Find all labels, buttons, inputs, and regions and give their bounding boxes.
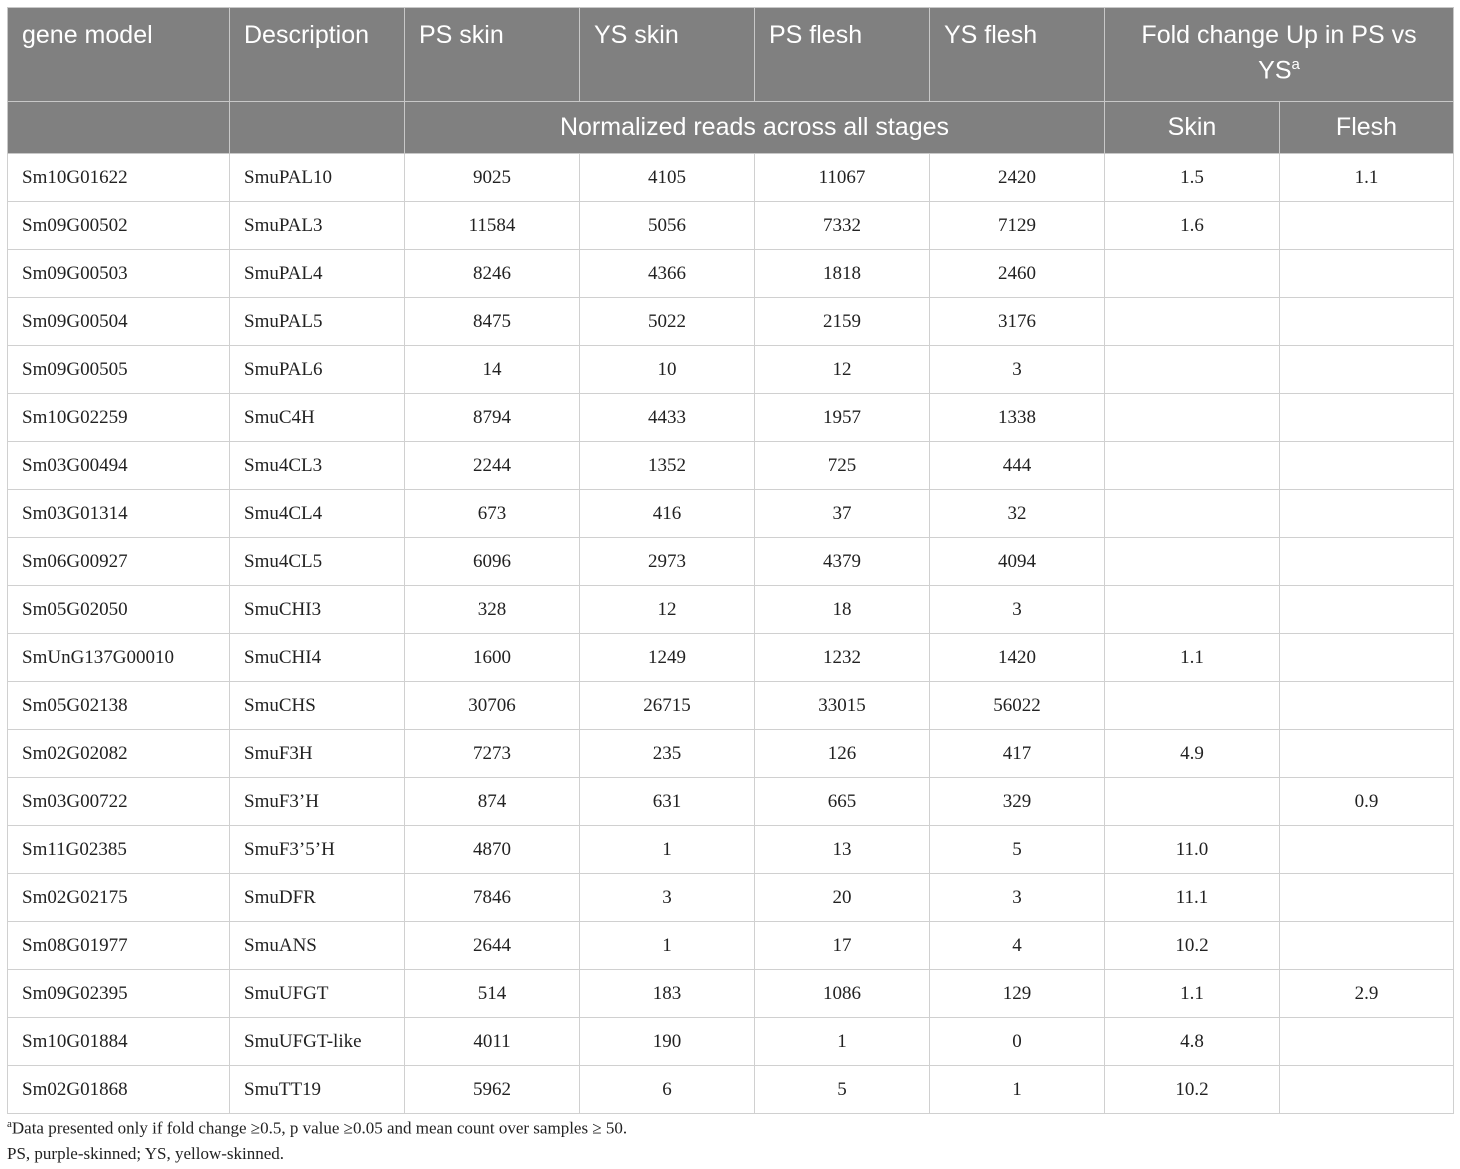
table-row xyxy=(8,490,1454,538)
cell-fc-flesh xyxy=(1280,538,1454,586)
cell-fc-flesh xyxy=(1280,730,1454,778)
table-row xyxy=(8,1066,1454,1114)
header-row-2 xyxy=(8,102,1454,154)
cell-ys-skin: 1249 xyxy=(580,634,755,682)
col-gene-model: gene model xyxy=(8,8,230,102)
cell-ys-flesh: 1420 xyxy=(930,634,1105,682)
cell-fc-flesh xyxy=(1280,586,1454,634)
cell-ps-flesh: 13 xyxy=(755,826,930,874)
cell-fc-skin: 11.1 xyxy=(1105,874,1280,922)
cell-gene-model: Sm03G01314 xyxy=(8,490,230,538)
cell-ps-flesh: 1232 xyxy=(755,634,930,682)
table-row xyxy=(8,202,1454,250)
col-description: Description xyxy=(230,8,405,102)
cell-ys-skin: 26715 xyxy=(580,682,755,730)
cell-ys-flesh: 3 xyxy=(930,874,1105,922)
cell-gene-model: Sm05G02138 xyxy=(8,682,230,730)
cell-ps-flesh: 5 xyxy=(755,1066,930,1114)
cell-ps-flesh: 1818 xyxy=(755,250,930,298)
cell-fc-flesh xyxy=(1280,1018,1454,1066)
normalized-reads-header: Normalized reads across all stages xyxy=(405,102,1105,154)
table-container xyxy=(7,7,1453,1114)
cell-ps-skin: 8246 xyxy=(405,250,580,298)
footnote-a-mark: a xyxy=(7,1118,12,1130)
cell-description: SmuTT19 xyxy=(230,1066,405,1114)
col-ys-skin: YS skin xyxy=(580,8,755,102)
cell-ys-flesh: 2460 xyxy=(930,250,1105,298)
cell-gene-model: Sm08G01977 xyxy=(8,922,230,970)
cell-description: Smu4CL4 xyxy=(230,490,405,538)
cell-gene-model: Sm10G01884 xyxy=(8,1018,230,1066)
table-header xyxy=(8,8,1454,154)
cell-ps-skin: 6096 xyxy=(405,538,580,586)
cell-gene-model: Sm09G00505 xyxy=(8,346,230,394)
cell-fc-skin: 1.5 xyxy=(1105,154,1280,202)
cell-fc-skin: 10.2 xyxy=(1105,922,1280,970)
cell-ys-skin: 190 xyxy=(580,1018,755,1066)
table-row xyxy=(8,154,1454,202)
cell-ys-flesh: 2420 xyxy=(930,154,1105,202)
cell-description: SmuC4H xyxy=(230,394,405,442)
cell-gene-model: Sm09G00504 xyxy=(8,298,230,346)
col-fc-flesh: Flesh xyxy=(1280,102,1454,154)
cell-ps-skin: 7846 xyxy=(405,874,580,922)
cell-ps-flesh: 20 xyxy=(755,874,930,922)
cell-gene-model: Sm02G01868 xyxy=(8,1066,230,1114)
cell-ps-flesh: 1 xyxy=(755,1018,930,1066)
cell-ys-skin: 4433 xyxy=(580,394,755,442)
cell-fc-skin: 11.0 xyxy=(1105,826,1280,874)
cell-fc-flesh xyxy=(1280,682,1454,730)
cell-fc-flesh xyxy=(1280,634,1454,682)
table-row xyxy=(8,442,1454,490)
cell-ps-flesh: 665 xyxy=(755,778,930,826)
table-row xyxy=(8,298,1454,346)
cell-ps-skin: 8794 xyxy=(405,394,580,442)
cell-ys-skin: 12 xyxy=(580,586,755,634)
cell-ps-skin: 673 xyxy=(405,490,580,538)
cell-ys-skin: 2973 xyxy=(580,538,755,586)
cell-fc-skin xyxy=(1105,250,1280,298)
cell-fc-flesh: 1.1 xyxy=(1280,154,1454,202)
cell-description: SmuPAL6 xyxy=(230,346,405,394)
cell-description: SmuUFGT-like xyxy=(230,1018,405,1066)
table-row xyxy=(8,730,1454,778)
table-row xyxy=(8,538,1454,586)
cell-fc-skin xyxy=(1105,778,1280,826)
cell-fc-skin xyxy=(1105,346,1280,394)
cell-description: SmuCHS xyxy=(230,682,405,730)
cell-description: SmuPAL4 xyxy=(230,250,405,298)
cell-gene-model: Sm10G02259 xyxy=(8,394,230,442)
cell-ys-skin: 631 xyxy=(580,778,755,826)
cell-ps-skin: 4011 xyxy=(405,1018,580,1066)
table-row xyxy=(8,394,1454,442)
cell-description: SmuF3’5’H xyxy=(230,826,405,874)
cell-ps-flesh: 12 xyxy=(755,346,930,394)
cell-description: Smu4CL5 xyxy=(230,538,405,586)
cell-ps-flesh: 17 xyxy=(755,922,930,970)
cell-fc-skin: 4.8 xyxy=(1105,1018,1280,1066)
cell-ys-flesh: 329 xyxy=(930,778,1105,826)
fold-change-label: Fold change Up in PS vs YS xyxy=(1141,21,1417,85)
cell-fc-skin: 1.1 xyxy=(1105,634,1280,682)
cell-fc-flesh xyxy=(1280,394,1454,442)
table-body xyxy=(8,154,1454,1114)
cell-gene-model: Sm09G00503 xyxy=(8,250,230,298)
cell-description: SmuDFR xyxy=(230,874,405,922)
cell-gene-model: Sm11G02385 xyxy=(8,826,230,874)
table-row xyxy=(8,778,1454,826)
cell-ys-skin: 1 xyxy=(580,826,755,874)
cell-fc-flesh xyxy=(1280,346,1454,394)
cell-fc-skin xyxy=(1105,298,1280,346)
cell-ys-skin: 4366 xyxy=(580,250,755,298)
cell-description: SmuUFGT xyxy=(230,970,405,1018)
cell-ys-flesh: 417 xyxy=(930,730,1105,778)
cell-ps-skin: 7273 xyxy=(405,730,580,778)
cell-ys-skin: 4105 xyxy=(580,154,755,202)
cell-ys-flesh: 7129 xyxy=(930,202,1105,250)
cell-description: SmuCHI3 xyxy=(230,586,405,634)
cell-description: SmuF3’H xyxy=(230,778,405,826)
cell-description: SmuF3H xyxy=(230,730,405,778)
cell-ps-flesh: 1086 xyxy=(755,970,930,1018)
cell-ps-flesh: 37 xyxy=(755,490,930,538)
cell-fc-skin xyxy=(1105,538,1280,586)
header-row-1 xyxy=(8,8,1454,102)
fold-change-footnote-mark: a xyxy=(1291,56,1300,73)
cell-fc-flesh xyxy=(1280,490,1454,538)
cell-fc-flesh xyxy=(1280,202,1454,250)
col-ps-skin: PS skin xyxy=(405,8,580,102)
cell-ps-skin: 30706 xyxy=(405,682,580,730)
cell-fc-skin: 1.6 xyxy=(1105,202,1280,250)
table-row xyxy=(8,682,1454,730)
cell-ys-flesh: 4 xyxy=(930,922,1105,970)
cell-description: SmuCHI4 xyxy=(230,634,405,682)
cell-ys-flesh: 5 xyxy=(930,826,1105,874)
cell-ps-skin: 1600 xyxy=(405,634,580,682)
cell-ps-skin: 5962 xyxy=(405,1066,580,1114)
cell-ys-skin: 5022 xyxy=(580,298,755,346)
cell-description: SmuPAL10 xyxy=(230,154,405,202)
table-row xyxy=(8,586,1454,634)
cell-ys-skin: 5056 xyxy=(580,202,755,250)
cell-gene-model: Sm09G02395 xyxy=(8,970,230,1018)
cell-ys-skin: 6 xyxy=(580,1066,755,1114)
cell-ys-skin: 3 xyxy=(580,874,755,922)
cell-ps-skin: 514 xyxy=(405,970,580,1018)
table-row xyxy=(8,826,1454,874)
cell-fc-skin xyxy=(1105,490,1280,538)
col-fold-change xyxy=(1105,8,1454,102)
table-row xyxy=(8,250,1454,298)
table-row xyxy=(8,346,1454,394)
cell-ys-skin: 416 xyxy=(580,490,755,538)
cell-ps-flesh: 725 xyxy=(755,442,930,490)
cell-ps-skin: 2244 xyxy=(405,442,580,490)
footnote-a-text: Data presented only if fold change ≥0.5, p value ≥0.05 and mean count over samples ≥ 50. xyxy=(11,1118,628,1138)
cell-gene-model: Sm10G01622 xyxy=(8,154,230,202)
table-row xyxy=(8,634,1454,682)
col-fc-skin: Skin xyxy=(1105,102,1280,154)
cell-ys-skin: 10 xyxy=(580,346,755,394)
blank-description-header xyxy=(230,102,405,154)
cell-fc-skin xyxy=(1105,394,1280,442)
footnote-a xyxy=(7,1112,627,1141)
cell-description: SmuANS xyxy=(230,922,405,970)
cell-ps-flesh: 18 xyxy=(755,586,930,634)
cell-ys-flesh: 0 xyxy=(930,1018,1105,1066)
cell-gene-model: Sm03G00722 xyxy=(8,778,230,826)
cell-ys-flesh: 1338 xyxy=(930,394,1105,442)
cell-fc-skin xyxy=(1105,682,1280,730)
cell-fc-skin xyxy=(1105,586,1280,634)
cell-ps-flesh: 4379 xyxy=(755,538,930,586)
cell-ys-flesh: 444 xyxy=(930,442,1105,490)
cell-fc-skin: 10.2 xyxy=(1105,1066,1280,1114)
cell-ps-skin: 874 xyxy=(405,778,580,826)
cell-ps-skin: 9025 xyxy=(405,154,580,202)
cell-ps-flesh: 1957 xyxy=(755,394,930,442)
cell-fc-skin: 1.1 xyxy=(1105,970,1280,1018)
cell-fc-flesh xyxy=(1280,922,1454,970)
cell-fc-skin: 4.9 xyxy=(1105,730,1280,778)
cell-gene-model: Sm06G00927 xyxy=(8,538,230,586)
footnote-abbreviations: PS, purple-skinned; YS, yellow-skinned. xyxy=(7,1143,285,1163)
cell-description: SmuPAL5 xyxy=(230,298,405,346)
cell-ys-flesh: 4094 xyxy=(930,538,1105,586)
cell-gene-model: Sm02G02175 xyxy=(8,874,230,922)
cell-ys-skin: 1352 xyxy=(580,442,755,490)
cell-ys-flesh: 129 xyxy=(930,970,1105,1018)
cell-fc-skin xyxy=(1105,442,1280,490)
cell-ps-skin: 328 xyxy=(405,586,580,634)
cell-ps-flesh: 11067 xyxy=(755,154,930,202)
cell-fc-flesh xyxy=(1280,298,1454,346)
cell-ys-flesh: 3 xyxy=(930,586,1105,634)
cell-description: Smu4CL3 xyxy=(230,442,405,490)
cell-fc-flesh xyxy=(1280,874,1454,922)
cell-ps-skin: 11584 xyxy=(405,202,580,250)
cell-ys-flesh: 3 xyxy=(930,346,1105,394)
cell-fc-flesh xyxy=(1280,442,1454,490)
table-row xyxy=(8,874,1454,922)
cell-ps-flesh: 33015 xyxy=(755,682,930,730)
table-row xyxy=(8,1018,1454,1066)
col-ys-flesh: YS flesh xyxy=(930,8,1105,102)
cell-ys-flesh: 1 xyxy=(930,1066,1105,1114)
cell-ps-skin: 2644 xyxy=(405,922,580,970)
cell-ps-skin: 8475 xyxy=(405,298,580,346)
footnotes xyxy=(7,1112,627,1166)
cell-fc-flesh: 2.9 xyxy=(1280,970,1454,1018)
cell-ys-skin: 183 xyxy=(580,970,755,1018)
cell-ys-skin: 1 xyxy=(580,922,755,970)
cell-ps-skin: 14 xyxy=(405,346,580,394)
cell-gene-model: Sm09G00502 xyxy=(8,202,230,250)
cell-ps-flesh: 7332 xyxy=(755,202,930,250)
cell-gene-model: Sm03G00494 xyxy=(8,442,230,490)
cell-ys-flesh: 32 xyxy=(930,490,1105,538)
cell-gene-model: SmUnG137G00010 xyxy=(8,634,230,682)
cell-ps-skin: 4870 xyxy=(405,826,580,874)
cell-ys-skin: 235 xyxy=(580,730,755,778)
blank-gene-header xyxy=(8,102,230,154)
cell-ys-flesh: 56022 xyxy=(930,682,1105,730)
cell-description: SmuPAL3 xyxy=(230,202,405,250)
cell-fc-flesh: 0.9 xyxy=(1280,778,1454,826)
gene-expression-table xyxy=(7,7,1454,1114)
table-row xyxy=(8,970,1454,1018)
cell-gene-model: Sm02G02082 xyxy=(8,730,230,778)
cell-gene-model: Sm05G02050 xyxy=(8,586,230,634)
col-ps-flesh: PS flesh xyxy=(755,8,930,102)
cell-ps-flesh: 126 xyxy=(755,730,930,778)
cell-ps-flesh: 2159 xyxy=(755,298,930,346)
cell-fc-flesh xyxy=(1280,826,1454,874)
cell-fc-flesh xyxy=(1280,250,1454,298)
cell-ys-flesh: 3176 xyxy=(930,298,1105,346)
cell-fc-flesh xyxy=(1280,1066,1454,1114)
table-row xyxy=(8,922,1454,970)
